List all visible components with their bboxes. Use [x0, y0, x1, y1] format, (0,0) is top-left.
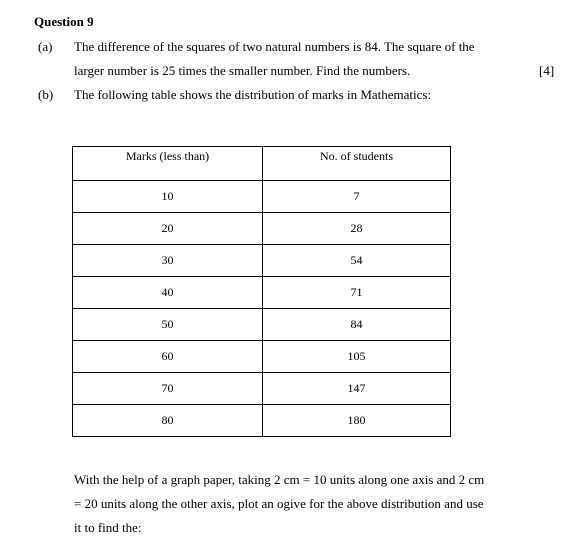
header-students: No. of students	[263, 147, 451, 181]
part-a-label: (a)	[38, 39, 53, 54]
cell-students: 71	[263, 277, 451, 309]
header-marks: Marks (less than)	[73, 147, 263, 181]
cell-marks: 80	[73, 405, 263, 437]
table-row	[73, 309, 451, 341]
instruction-line-1: With the help of a graph paper, taking 2 cm = 10 units along one axis and 2 cm	[74, 472, 485, 487]
cell-marks: 20	[73, 213, 263, 245]
marks-distribution-table	[72, 146, 451, 437]
cell-students: 54	[263, 245, 451, 277]
question-title: Question 9	[34, 14, 94, 29]
cell-students: 28	[263, 213, 451, 245]
cell-students: 147	[263, 373, 451, 405]
cell-students: 7	[263, 181, 451, 213]
table-row	[73, 181, 451, 213]
table-row	[73, 405, 451, 437]
table-row	[73, 213, 451, 245]
cell-marks: 60	[73, 341, 263, 373]
part-a-line-2: larger number is 25 times the smaller number. Find the numbers.	[74, 63, 411, 78]
instruction-line-2: = 20 units along the other axis, plot an ogive for the above distribution and use	[74, 496, 484, 511]
part-b-line-1: The following table shows the distribution of marks in Mathematics:	[74, 87, 432, 102]
table-row	[73, 277, 451, 309]
cell-marks: 70	[73, 373, 263, 405]
part-a-line-1: The difference of the squares of two natural numbers is 84. The square of the	[74, 39, 475, 54]
instruction-line-3: it to find the:	[74, 520, 142, 535]
cell-students: 105	[263, 341, 451, 373]
cell-marks: 10	[73, 181, 263, 213]
table-row	[73, 373, 451, 405]
cell-marks: 40	[73, 277, 263, 309]
cell-marks: 30	[73, 245, 263, 277]
cell-students: 84	[263, 309, 451, 341]
part-b-label: (b)	[38, 87, 54, 102]
part-a-marks: [4]	[539, 63, 555, 78]
table-row	[73, 341, 451, 373]
cell-students: 180	[263, 405, 451, 437]
cell-marks: 50	[73, 309, 263, 341]
table-row	[73, 245, 451, 277]
table-header-row	[73, 147, 451, 181]
